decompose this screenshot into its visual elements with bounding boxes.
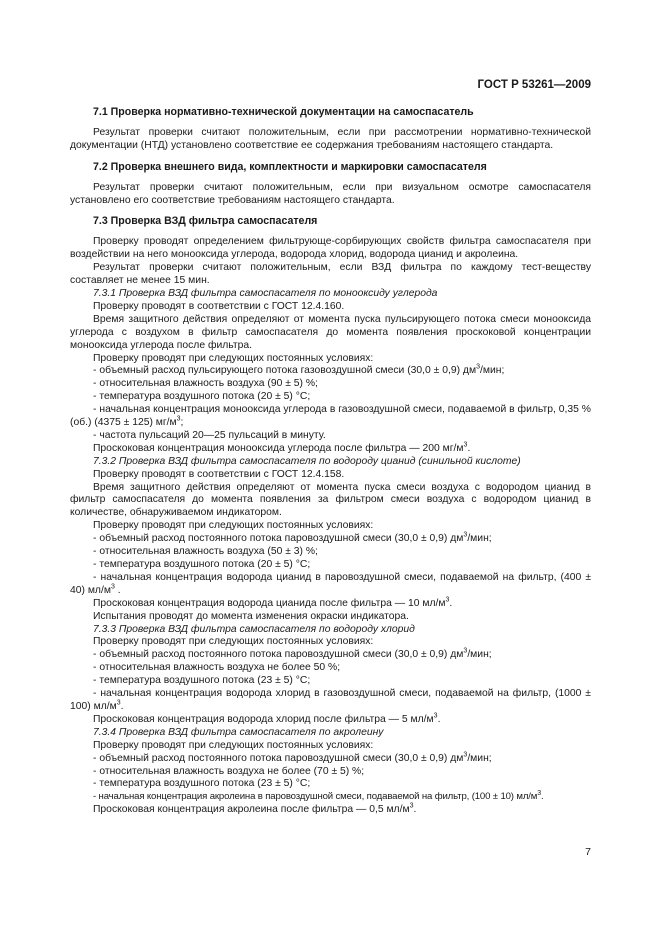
paragraph-text: .	[467, 442, 471, 454]
superscript: 3	[176, 415, 181, 423]
paragraph-text: Проскоковая концентрация акролеина после фильтра — 0,5 мл/м	[93, 804, 410, 816]
condition-item: - температура воздушного потока (23 ± 5) °С;	[93, 675, 311, 687]
superscript: 3	[463, 531, 468, 539]
superscript: 3	[110, 583, 115, 591]
condition-item: - температура воздушного потока (20 ± 5) °С;	[93, 391, 311, 403]
condition-item: - относительная влажность воздуха (50 ± 3) %;	[93, 546, 318, 558]
condition-text: ;	[180, 417, 184, 429]
subsection-heading-7-3-2: 7.3.2 Проверка ВЗД фильтра самоспасателя по водороду цианид (синильной кислоте)	[93, 455, 521, 467]
condition-text: - начальная концентрация акролеина в паровоздушной смеси, подаваемой на фильтр, (100 ± 10) мл/м	[93, 791, 538, 803]
paragraph: Проверку проводят при следующих постоянных условиях:	[93, 739, 374, 751]
condition-item	[70, 572, 591, 598]
paragraph	[70, 804, 591, 817]
condition-text: .	[540, 791, 544, 803]
paragraph-text: Проскоковая концентрация водорода хлорид после фильтра — 5 мл/м	[93, 713, 434, 725]
document-header: ГОСТ Р 53261—2009	[477, 79, 591, 91]
superscript: 3	[445, 596, 450, 604]
superscript: 3	[409, 802, 414, 810]
paragraph: Результат проверки считают положительным, если при визуальном осмотре самоспасателя установлено его соответствие требованиям настоящего стандарта.	[70, 181, 591, 206]
paragraph: Проверку проводят в соответствии с ГОСТ 12.4.158.	[93, 468, 345, 480]
paragraph: Проверку проводят в соответствии с ГОСТ 12.4.160.	[93, 300, 345, 312]
paragraph: Проверку проводят определением фильтрующе-сорбирующих свойств фильтра самоспасателя при воздействии на него монооксида углерода, водорода хлорид, водорода цианид и акролеина.	[70, 236, 591, 261]
condition-text: /мин;	[467, 533, 492, 545]
paragraph	[70, 443, 591, 456]
condition-item	[70, 404, 591, 430]
paragraph-text: Проскоковая концентрация монооксида углерода после фильтра — 200 мг/м	[93, 442, 464, 454]
condition-text: - начальная концентрация водорода хлорид в газовоздушной смеси, подаваемой на фильтр, (1000 ± 100) мл/м	[70, 688, 591, 712]
subsection-heading-7-3-4: 7.3.4 Проверка ВЗД фильтра самоспасателя по акролеину	[93, 726, 384, 738]
condition-text: .	[114, 584, 121, 596]
condition-text: - начальная концентрация монооксида углерода в газовоздушной смеси, подаваемой в фильтр, 0,35 % (об.) (4375 ± 125) мг/м	[70, 404, 591, 429]
section-heading-7-1: 7.1 Проверка нормативно-технической документации на самоспасатель	[93, 106, 474, 118]
page-number: 7	[585, 846, 591, 858]
section-heading-7-3: 7.3 Проверка ВЗД фильтра самоспасателя	[93, 215, 318, 228]
condition-item	[70, 753, 591, 766]
subsection-heading-7-3-1: 7.3.1 Проверка ВЗД фильтра самоспасателя по монооксиду углерода	[93, 287, 438, 299]
paragraph-text: .	[413, 804, 417, 816]
document-body	[70, 106, 591, 817]
condition-item	[70, 649, 591, 662]
condition-text: /мин;	[467, 752, 492, 764]
superscript: 3	[476, 363, 480, 371]
condition-item: - относительная влажность воздуха (90 ± 5) %;	[93, 378, 318, 390]
condition-item: - температура воздушного потока (20 ± 5) °С;	[93, 559, 311, 570]
condition-item: - относительная влажность воздуха не более 50 %;	[93, 662, 341, 674]
paragraph-text: .	[437, 713, 441, 725]
paragraph: Результат проверки считают положительным, если ВЗД фильтра по каждому тест-веществу составляет не менее 15 мин.	[70, 262, 591, 287]
paragraph: Проверку проводят при следующих постоянных условиях:	[93, 352, 374, 364]
condition-item	[70, 688, 591, 714]
subsection-heading-7-3-3: 7.3.3 Проверка ВЗД фильтра самоспасателя по водороду хлорид	[93, 623, 415, 635]
paragraph	[70, 714, 591, 727]
superscript: 3	[433, 712, 438, 720]
paragraph: Время защитного действия определяют от момента пуска смеси воздуха с водородом цианид в фильтр самоспасателя до момента появления за фильтром смеси воздуха с водородом цианид в количестве, обнаруживаемом индикатором.	[70, 481, 591, 519]
paragraph: Результат проверки считают положительным, если при рассмотрении нормативно-технической документации (НТД) установлено соответствие ее содержания требованиям настоящего стандарта.	[70, 126, 591, 151]
superscript: 3	[463, 647, 468, 655]
condition-text: .	[120, 700, 124, 712]
condition-item	[70, 533, 591, 546]
section-heading-7-2: 7.2 Проверка внешнего вида, комплектности и маркировки самоспасателя	[93, 160, 487, 173]
superscript: 3	[116, 699, 121, 707]
condition-text: - начальная концентрация водорода цианид в паровоздушной смеси, подаваемой на фильтр, (400 ± 40) мл/м	[70, 571, 591, 596]
condition-item: - относительная влажность воздуха не более (70 ± 5) %;	[93, 765, 365, 777]
condition-text: - объемный расход постоянного потока паровоздушной смеси (30,0 ± 0,9) дм	[93, 752, 464, 764]
condition-item: - температура воздушного потока (23 ± 5) °С;	[93, 778, 311, 790]
superscript: 3	[463, 441, 468, 449]
paragraph: Проверку проводят при следующих постоянных условиях:	[93, 636, 374, 648]
condition-text: - объемный расход постоянного потока паровоздушной смеси (30,0 ± 0,9) дм	[93, 649, 464, 661]
paragraph-text: Проскоковая концентрация водорода цианида после фильтра — 10 мл/м	[93, 597, 446, 609]
paragraph: Испытания проводят до момента изменения окраски индикатора.	[93, 610, 409, 622]
superscript: 3	[537, 790, 541, 798]
condition-text: - объемный расход постоянного потока паровоздушной смеси (30,0 ± 0,9) дм	[93, 533, 464, 545]
condition-text: - объемный расход пульсирующего потока газовоздушной смеси (30,0 ± 0,9) дм	[93, 365, 477, 377]
condition-text: /мин;	[467, 649, 492, 661]
condition-text: /мин;	[479, 365, 505, 377]
superscript: 3	[463, 751, 468, 759]
paragraph: Время защитного действия определяют от момента пуска пульсирующего потока смеси монооксида углерода с воздухом в фильтр самоспасателя до момента появления проскоковой концентрации монооксида углерода после фильтра.	[70, 313, 591, 351]
paragraph: Проверку проводят при следующих постоянных условиях:	[93, 520, 374, 532]
condition-item	[70, 791, 591, 804]
condition-item	[70, 365, 591, 378]
paragraph-text: .	[449, 597, 453, 609]
paragraph	[70, 598, 591, 611]
condition-item: - частота пульсаций 20—25 пульсаций в минуту.	[93, 429, 326, 441]
